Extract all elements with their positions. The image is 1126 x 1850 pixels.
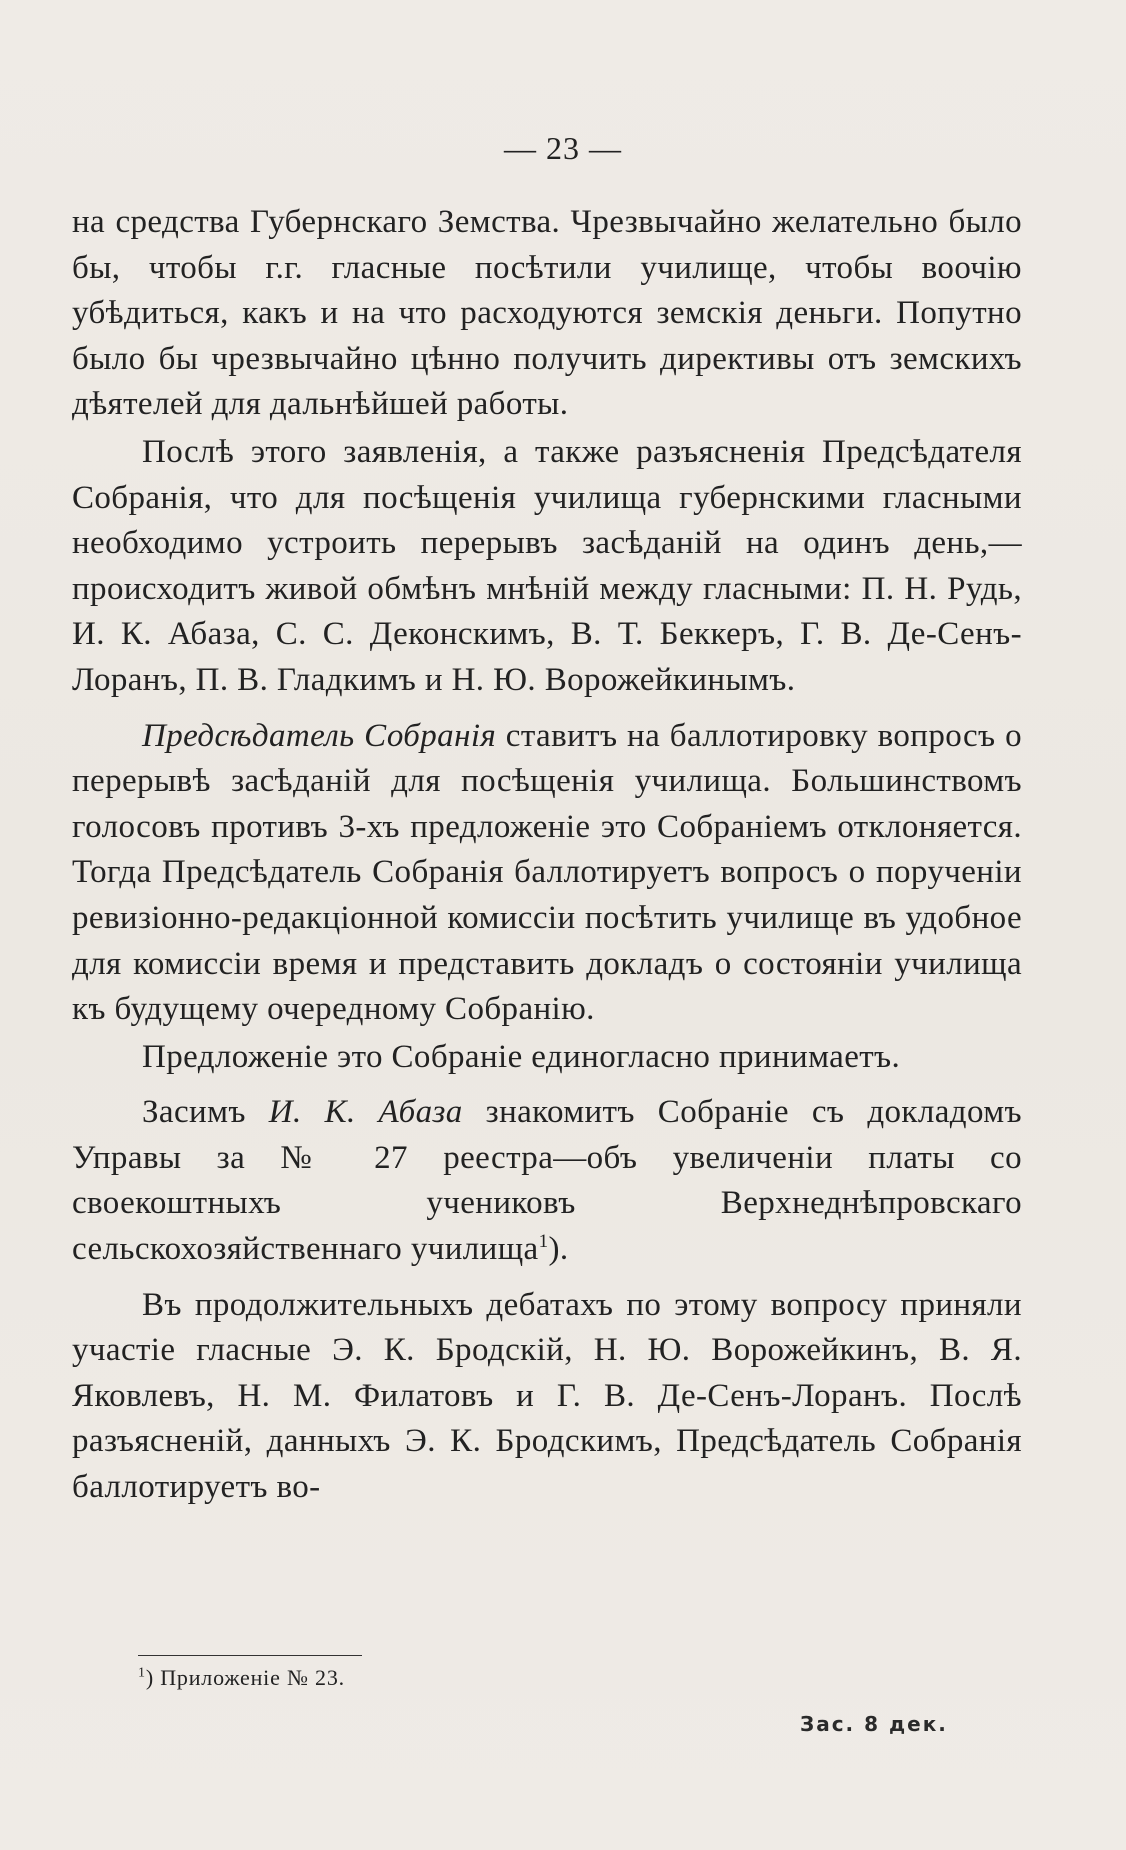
paragraph-5: [72, 1090, 1022, 1272]
signature-mark: Зас. 8 дек.: [800, 1712, 948, 1736]
paragraph-5-text: знакомитъ Собраніе съ докладомъ Управы за № 27 реестра—объ увеличеніи платы со своекоштныхъ учениковъ Верхнеднѣпровскаго сельскохозяйственнаго училища: [72, 1094, 1022, 1268]
paragraph-5-tail: ).: [548, 1231, 569, 1268]
paragraph-2: Послѣ этого заявленія, а также разъясненія Предсѣдателя Собранія, что для посѣщенія училища губернскими гласными необходимо устроить перерывъ засѣданій на одинъ день,—происходитъ живой обмѣнъ мнѣній между гласными: П. Н. Рудь, И. К. Абаза, С. С. Деконскимъ, В. Т. Беккеръ, Г. В. Де-Сенъ-Лоранъ, П. В. Гладкимъ и Н. Ю. Ворожейкинымъ.: [72, 433, 1022, 698]
page-number: — 23 —: [504, 130, 622, 166]
footnote: [138, 1664, 345, 1692]
footnote-ref: 1: [538, 1231, 549, 1253]
footnote-text: ) Приложеніе № 23.: [145, 1665, 345, 1690]
paragraph-5-lead: Засимъ: [142, 1094, 269, 1131]
paragraph-3: [72, 714, 1022, 1033]
speaker-name: И. К. Абаза: [268, 1094, 463, 1131]
chairman-lead: Предсѣдатель Собранія: [142, 717, 497, 754]
main-text: [72, 200, 1022, 1511]
paragraph-1: на средства Губернскаго Земства. Чрезвычайно желательно было бы, чтобы г.г. гласные посѣтили училище, чтобы воочію убѣдиться, какъ и на что расходуются земскія деньги. Попутно было бы чрезвычайно цѣнно получить директивы отъ земскихъ дѣятелей для дальнѣйшей работы.: [72, 204, 1022, 423]
paragraph-6: Въ продолжительныхъ дебатахъ по этому вопросу приняли участіе гласные Э. К. Бродскій, Н. Ю. Ворожейкинъ, В. Я. Яковлевъ, Н. М. Филатовъ и Г. В. Де-Сенъ-Лоранъ. Послѣ разъясненій, данныхъ Э. К. Бродскимъ, Предсѣдатель Собранія баллотируетъ во-: [72, 1286, 1022, 1506]
paragraph-3-text: ставитъ на баллотировку вопросъ о перерывѣ засѣданій для посѣщенія училища. Большинствомъ голосовъ противъ 3-хъ предложеніе это Собраніемъ отклоняется. Тогда Предсѣдатель Собранія баллотируетъ вопросъ о порученіи ревизіонно-редакціонной комиссіи посѣтить училище въ удобное для комиссіи время и представить докладъ о состояніи училища къ будущему очередному Собранію.: [72, 717, 1022, 1028]
footnote-marker: 1: [138, 1665, 146, 1681]
footnote-divider: [138, 1655, 362, 1656]
paragraph-4: Предложеніе это Собраніе единогласно принимаетъ.: [142, 1038, 901, 1075]
